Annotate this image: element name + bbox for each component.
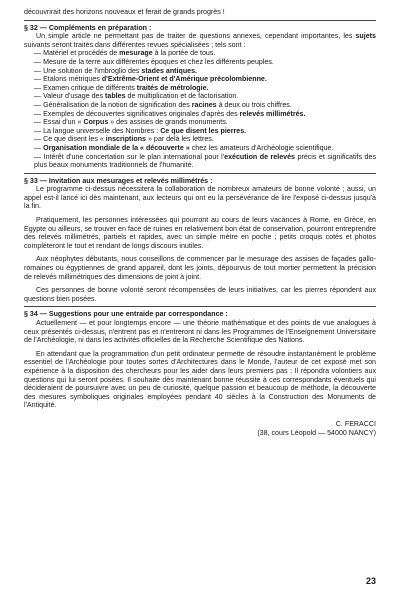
signature-name: C. FERACCI [335, 419, 376, 428]
list-item: — Mesure de la terre aux différentes époques et chez les différents peuples. [34, 57, 274, 66]
list-item: — Matériel et procédés de mesurage à la portée de tous. [34, 49, 216, 58]
list-item: — Examen critique de différents traités de métrologie. [34, 83, 209, 92]
page-number: 23 [365, 576, 376, 587]
section-32-title: § 32 — Compléments en préparation : [24, 23, 152, 32]
section-33-paragraph-3: Aux néophytes débutants, nous conseillons de commencer par le mesurage des assises de façades gallo-romaines ou égyptiennes de grand appareil, dont les joints, dépourvus de tout mortier permettent la précision de relevés millimétriques des dimensions de joint à joint. [24, 255, 376, 281]
section-34-title: § 34 — Suggestions pour une entraide par correspondance : [24, 310, 228, 319]
list-item: — Généralisation de la notion de signification des racines à deux ou trois chiffres. [34, 100, 292, 109]
list-item: — Essai d'un « Corpus » des assises de grands monuments. [34, 118, 228, 127]
section-divider [24, 173, 376, 174]
document-page [24, 8, 376, 592]
section-32-list [24, 49, 376, 169]
list-item: — La langue universelle des Nombres : Ce que disent les pierres. [34, 126, 247, 135]
intro-line: découvrirait des horizons nouveaux et ferait de grands progrès ! [24, 8, 225, 16]
list-item: — Organisation mondiale de la « découverte » chez les amateurs d'Archéologie scientifique. [34, 143, 334, 152]
section-34-paragraph-2: En attendant que la programmation d'un petit ordinateur permette de résoudre instantanément le problème essentiel de l'Archéologie pour toutes sortes d'Architectures dans le Monde, l'auteur de cet exposé met son expérience à la disposition des chercheurs pour les aider dans leurs premiers pas : Il répondra volontiers aux questions qui lui seront posées. Il souhaite dès maintenant bonne réussite à ces correspondants éventuels qui décideraient de poursuivre avec un peu de curiosité, quelque passion et beaucoup de méthode, la découverte des mesures symboliques originales employées pendant 40 siècles à la Construction des Monuments de l'Antiquité. [24, 349, 376, 410]
signature-address: (38, cours Léopold — 54000 NANCY) [257, 428, 376, 437]
list-item: — Exemples de découvertes significatives originales d'après des relevés millimétrés. [34, 109, 306, 118]
section-33-title: § 33 — Invitation aux mesurages et relevés millimétrés : [24, 176, 213, 185]
list-item: — Une solution de l'imbroglio des stades antiques. [34, 66, 198, 75]
list-item: — Ce que disent les « inscriptions » par delà les lettres. [34, 135, 214, 144]
section-32-paragraph: Un simple article ne permettant pas de traiter de questions annexes, cependant importantes, les sujets suivants seront traités dans différentes revues spécialisées ; tels sont : [24, 32, 376, 49]
section-33-paragraph-4: Ces personnes de bonne volonté seront récompensées de leurs initiatives, car les pierres répondent aux questions bien posées. [24, 286, 376, 303]
section-33-paragraph-2: Pratiquement, les personnes intéressées qui pourront au cours de leurs vacances à Rome, en Grèce, en Egypte ou ailleurs, se trouver en face de ruines en relativement bon état de conservation, pourront entreprendre des relevés millimétrés, partiels et rapides, avec un simple mètre en poche ; petits croquis cotés et photos compléteront le tout et rendant de longs discours inutiles. [24, 216, 376, 250]
section-33-paragraph-1: Le programme ci-dessus nécessitera la collaboration de nombreux amateurs de bonne volonté ; aussi, un appel est-il lancé ici dès maintenant, aux lecteurs qui ont eu la persévérance de lire l'exposé ci-dessus jusqu'à la fin. [24, 185, 376, 211]
list-item: — Etalons métriques d'Extrême-Orient et d'Amérique précolombienne. [34, 75, 267, 84]
section-divider [24, 306, 376, 307]
section-34-paragraph-1: Actuellement — et pour longtemps encore — une théorie mathématique et des points de vue analogues à ceux présentés ci-dessus, n'entrent pas et n'entreront ni dans les Programmes de l'Enseignement Universitaire de l'Archéologie, ni dans les activités officielles de la Recherche Scientifique des Nations. [24, 319, 376, 345]
list-item: — Valeur d'usage des tables de multiplication et de factorisation. [34, 92, 239, 101]
section-divider [24, 20, 376, 21]
list-item: — Intérêt d'une concertation sur le plan international pour l'exécution de relevés précis et significatifs des plus beaux monuments traditionnels de l'humanité. [34, 152, 376, 170]
